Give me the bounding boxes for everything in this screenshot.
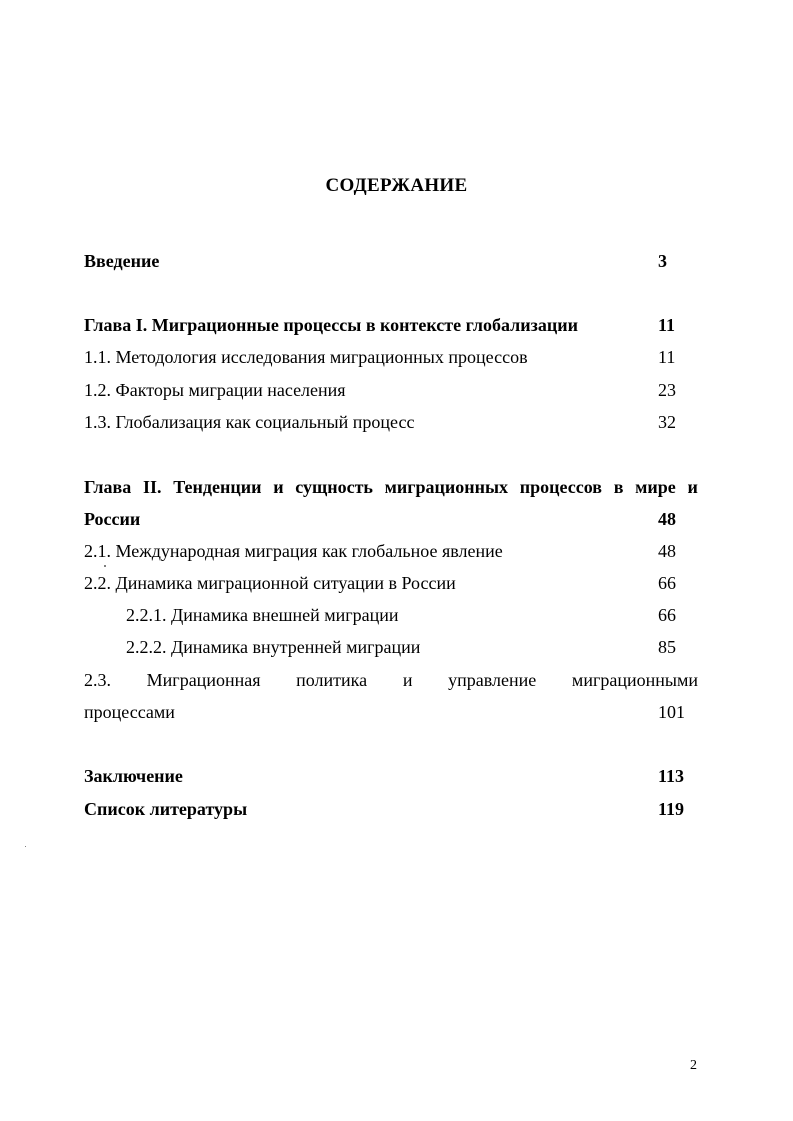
toc-page: 66 [658,573,676,593]
toc-word: Миграционная [146,670,261,690]
toc-page: 11 [658,315,676,335]
toc-label: 2.2. Динамика миграционной ситуации в России [84,573,456,593]
toc-label: 1.2. Факторы миграции населения [84,380,346,400]
toc-entry-chapter-1 [84,313,698,337]
toc-word: и [273,477,284,497]
toc-label: Введение [84,251,160,271]
toc-entry-section-2-2-2 [84,635,698,659]
toc-entry-section-2-3-continued [84,700,698,724]
toc-page: 23 [658,380,676,400]
toc-label: 2.2.2. Динамика внутренней миграции [126,637,421,657]
toc-word: управление [448,670,537,690]
toc-entry-section-2-2-1 [84,603,698,627]
scan-speck [104,565,106,567]
toc-entry-introduction [84,249,698,273]
toc-word: политика [296,670,368,690]
toc-label: 1.1. Методология исследования миграционных процессов [84,347,528,367]
toc-entry-chapter-2 [84,475,698,499]
toc-word: в [613,477,624,497]
toc-page: 3 [658,251,667,271]
toc-page: 11 [658,347,676,367]
toc-word: II. [142,477,162,497]
toc-label: Список литературы [84,799,248,819]
scan-speck [25,846,26,847]
toc-entry-section-1-3 [84,410,698,434]
page-number: 2 [690,1058,697,1073]
toc-word: и [687,477,698,497]
toc-label: Заключение [84,766,183,786]
toc-page: 48 [658,541,676,561]
toc-word: миграционных [384,477,509,497]
toc-page: 32 [658,412,676,432]
toc-word: мире [635,477,676,497]
toc-page: 48 [658,509,676,529]
toc-page: 66 [658,605,676,625]
toc-entry-section-1-1 [84,345,698,369]
toc-page: 85 [658,637,676,657]
toc-entry-section-2-3 [84,668,698,692]
toc-page: 119 [658,799,685,819]
toc-label-line-1 [84,475,698,499]
toc-entry-section-1-2 [84,378,698,402]
toc-word: сущность [295,477,373,497]
toc-label: 1.3. Глобализация как социальный процесс [84,412,415,432]
toc-page: 113 [658,766,685,786]
toc-entry-section-2-2 [84,571,698,595]
toc-label-line-2: России [84,509,141,529]
toc-entry-chapter-2-continued [84,507,698,531]
toc-entry-references [84,797,698,821]
toc-label: Глава I. Миграционные процессы в контексте глобализации [84,315,578,335]
toc-word: Глава [84,477,132,497]
toc-entry-conclusion [84,764,698,788]
toc-entry-section-2-1 [84,539,698,563]
toc-word: миграционными [571,670,698,690]
toc-label-line-1 [84,668,698,692]
toc-word: 2.3. [84,670,111,690]
toc-word: и [402,670,413,690]
toc-page: 101 [658,702,685,722]
toc-word: Тенденции [173,477,262,497]
toc-label: 2.1. Международная миграция как глобальное явление [84,541,503,561]
page-title: СОДЕРЖАНИЕ [325,175,468,196]
toc-label: 2.2.1. Динамика внешней миграции [126,605,399,625]
toc-label-line-2: процессами [84,702,175,722]
toc-word: процессов [519,477,602,497]
